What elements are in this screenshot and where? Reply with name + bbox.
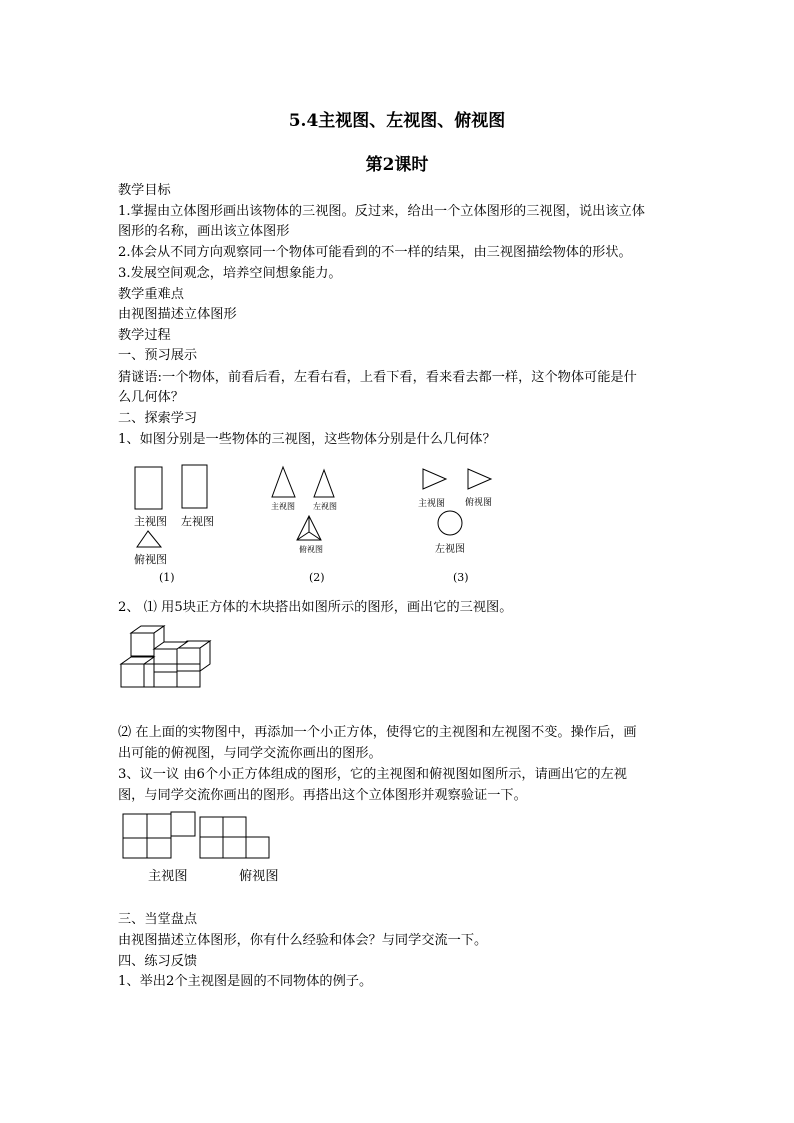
triangle-top-view: [137, 531, 161, 547]
question-2b-line-a: ⑵ 在上面的实物图中，再添加一个小正方体，使得它的主视图和左视图不变。操作后，画: [118, 725, 637, 740]
part-3-heading: 三、当堂盘点: [118, 912, 198, 927]
label-top-view-1: 俯视图: [134, 553, 167, 566]
figure-number-3: (3): [453, 571, 469, 584]
label-top-view-3: 俯视图: [465, 498, 493, 508]
question-3-line-b: 图，与同学交流你画出的图形。再搭出这个立体图形并观察验证一下。: [118, 788, 527, 803]
figure-number-1: (1): [159, 571, 175, 584]
triangle-left-view: [314, 470, 334, 497]
goal-1-line-b: 图形的名称，画出该立体图形: [118, 224, 290, 239]
part-2-heading: 二、探索学习: [118, 411, 198, 426]
page-subtitle: 第2课时: [365, 155, 429, 175]
riddle-line-a: 猜谜语:一个物体，前看后看，左看右看，上看下看，看来看去都一样，这个物体可能是什: [118, 370, 637, 385]
key-text: 由视图描述立体图形: [118, 307, 237, 322]
rectangle-left-view: [182, 465, 207, 508]
question-1: 1、如图分别是一些物体的三视图，这些物体分别是什么几何体？: [118, 432, 496, 447]
goal-3: 3.发展空间观念，培养空间想象能力。: [118, 266, 342, 281]
page-title: 5.4主视图、左视图、俯视图: [288, 111, 506, 131]
key-heading: 教学重难点: [118, 287, 184, 302]
review-text: 由视图描述立体图形，你有什么经验和体会？与同学交流一下。: [118, 933, 488, 948]
label-main-view-3: 主视图: [418, 499, 446, 509]
figure-number-2: (2): [309, 571, 325, 584]
triangle-main-view-right: [423, 469, 446, 489]
question-2: 2、 ⑴ 用5块正方体的木块搭出如图所示的图形，画出它的三视图。: [118, 600, 513, 615]
rectangle-main-view: [135, 467, 162, 509]
goal-2: 2.体会从不同方向观察同一个物体可能看到的不一样的结果，由三视图描绘物体的形状。: [118, 245, 632, 260]
triangle-main-view: [272, 467, 295, 497]
exercise-1: 1、举出2个主视图是圆的不同物体的例子。: [118, 974, 373, 989]
label-left-view-1: 左视图: [181, 515, 214, 528]
label-left-view-2: 左视图: [313, 502, 337, 511]
cube-arrangement-figure: [118, 622, 238, 692]
label-main-view-2: 主视图: [271, 502, 295, 511]
question-3-line-a: 3、议一议 由6个小正方体组成的图形，它的主视图和俯视图如图所示，请画出它的左视: [118, 767, 627, 782]
main-and-top-view-grids: [120, 810, 290, 862]
process-heading: 教学过程: [118, 328, 171, 343]
goals-heading: 教学目标: [118, 183, 171, 198]
label-top-view-grid: 俯视图: [239, 869, 279, 884]
triangle-top-view-right: [468, 469, 491, 489]
part-1-heading: 一、预习展示: [118, 348, 198, 363]
label-main-view-grid: 主视图: [148, 869, 188, 884]
circle-left-view: [438, 511, 462, 535]
label-main-view-1: 主视图: [134, 515, 167, 528]
part-4-heading: 四、练习反馈: [118, 954, 198, 969]
label-top-view-2: 俯视图: [299, 545, 323, 554]
goal-1-line-a: 1.掌握由立体图形画出该物体的三视图。反过来，给出一个立体图形的三视图，说出该立体: [118, 204, 645, 219]
riddle-line-b: 么几何体？: [118, 390, 184, 405]
label-left-view-3: 左视图: [435, 544, 465, 555]
question-2b-line-b: 出可能的俯视图，与同学交流你画出的图形。: [118, 746, 382, 761]
